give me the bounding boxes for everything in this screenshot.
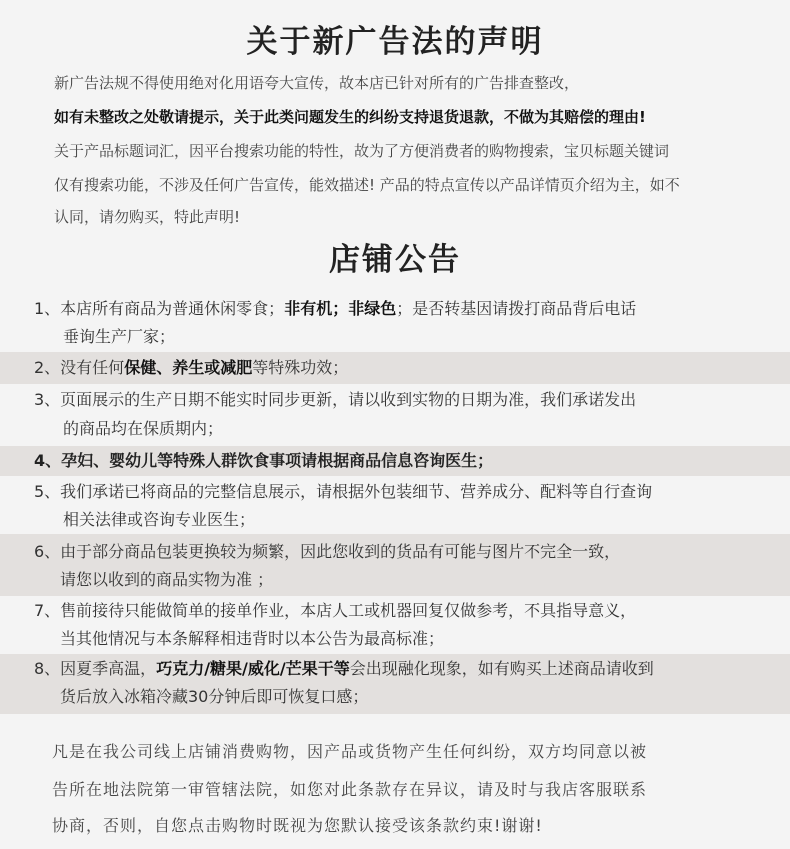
- notice-item-8-highlight: 巧克力/糖果/威化/芒果干等: [156, 659, 350, 678]
- declaration-title: 关于新广告法的声明: [246, 24, 544, 60]
- notice-item-2-highlight: 保健、养生或减肥: [124, 358, 253, 377]
- notice-item-5: [0, 476, 790, 534]
- footer-line-2: 告所在地法院第一审管辖法院，如您对此条款存在异议，请及时与我店客服联系: [52, 780, 648, 799]
- notice-item-1-line-1: 1、本店所有商品为普通休闲零食；非有机；非绿色；是否转基因请拨打商品背后电话: [34, 299, 637, 318]
- declaration-line-4: 仅有搜索功能，不涉及任何广告宣传，能效描述! 产品的特点宣传以产品详情页介绍为主，如不: [54, 176, 680, 194]
- notice-item-2: [0, 352, 790, 384]
- declaration-line-5: 认同，请勿购买，特此声明!: [54, 208, 241, 226]
- notice-item-2-line-1: 2、没有任何保健、养生或减肥等特殊功效；: [34, 358, 349, 377]
- declaration-line-1: 新广告法规不得使用绝对化用语夸大宣传，故本店已针对所有的广告排查整改，: [54, 74, 580, 92]
- notice-title: 店铺公告: [329, 242, 461, 278]
- footer-line-1: 凡是在我公司线上店铺消费购物，因产品或货物产生任何纠纷，双方均同意以被: [52, 742, 648, 761]
- notice-item-7-line-1: 7、售前接待只能做简单的接单作业，本店人工或机器回复仅做参考，不具指导意义，: [34, 601, 637, 620]
- notice-item-5-line-2: 相关法律或咨询专业医生；: [63, 510, 256, 529]
- notice-item-5-line-1: 5、我们承诺已将商品的完整信息展示，请根据外包装细节、营养成分、配料等自行查询: [34, 482, 653, 501]
- notice-item-3: [0, 384, 790, 446]
- notice-item-3-line-2: 的商品均在保质期内；: [63, 419, 224, 438]
- notice-item-1: [0, 292, 790, 352]
- notice-item-4-line-1: 4、孕妇、婴幼儿等特殊人群饮食事项请根据商品信息咨询医生；: [34, 451, 494, 470]
- notice-item-6-line-2: 请您以收到的商品实物为准 ；: [60, 570, 274, 589]
- notice-item-6-line-1: 6、由于部分商品包装更换较为频繁，因此您收到的货品有可能与图片不完全一致，: [34, 542, 621, 561]
- notice-item-4: [0, 446, 790, 476]
- declaration-line-2: 如有未整改之处敬请提示，关于此类问题发生的纠纷支持退货退款，不做为其赔偿的理由!: [54, 108, 646, 126]
- declaration-line-3: 关于产品标题词汇，因平台搜索功能的特性，故为了方便消费者的购物搜索，宝贝标题关键词: [54, 142, 670, 160]
- notice-item-6: [0, 534, 790, 596]
- notice-item-1-highlight: 非有机；非绿色: [284, 299, 397, 318]
- notice-item-7: [0, 596, 790, 654]
- footer-line-3: 协商，否则，自您点击购物时既视为您默认接受该条款约束!谢谢!: [52, 816, 543, 835]
- notice-item-3-line-1: 3、页面展示的生产日期不能实时同步更新，请以收到实物的日期为准，我们承诺发出: [34, 390, 637, 409]
- notice-item-8-line-1: 8、因夏季高温，巧克力/糖果/威化/芒果干等会出现融化现象，如有购买上述商品请收到: [34, 659, 654, 678]
- notice-item-8: [0, 654, 790, 714]
- notice-item-8-line-2: 货后放入冰箱冷藏30分钟后即可恢复口感；: [60, 687, 369, 706]
- notice-item-7-line-2: 当其他情况与本条解释相违背时以本公告为最高标准；: [60, 629, 445, 648]
- notice-item-1-line-2: 垂询生产厂家；: [63, 327, 176, 346]
